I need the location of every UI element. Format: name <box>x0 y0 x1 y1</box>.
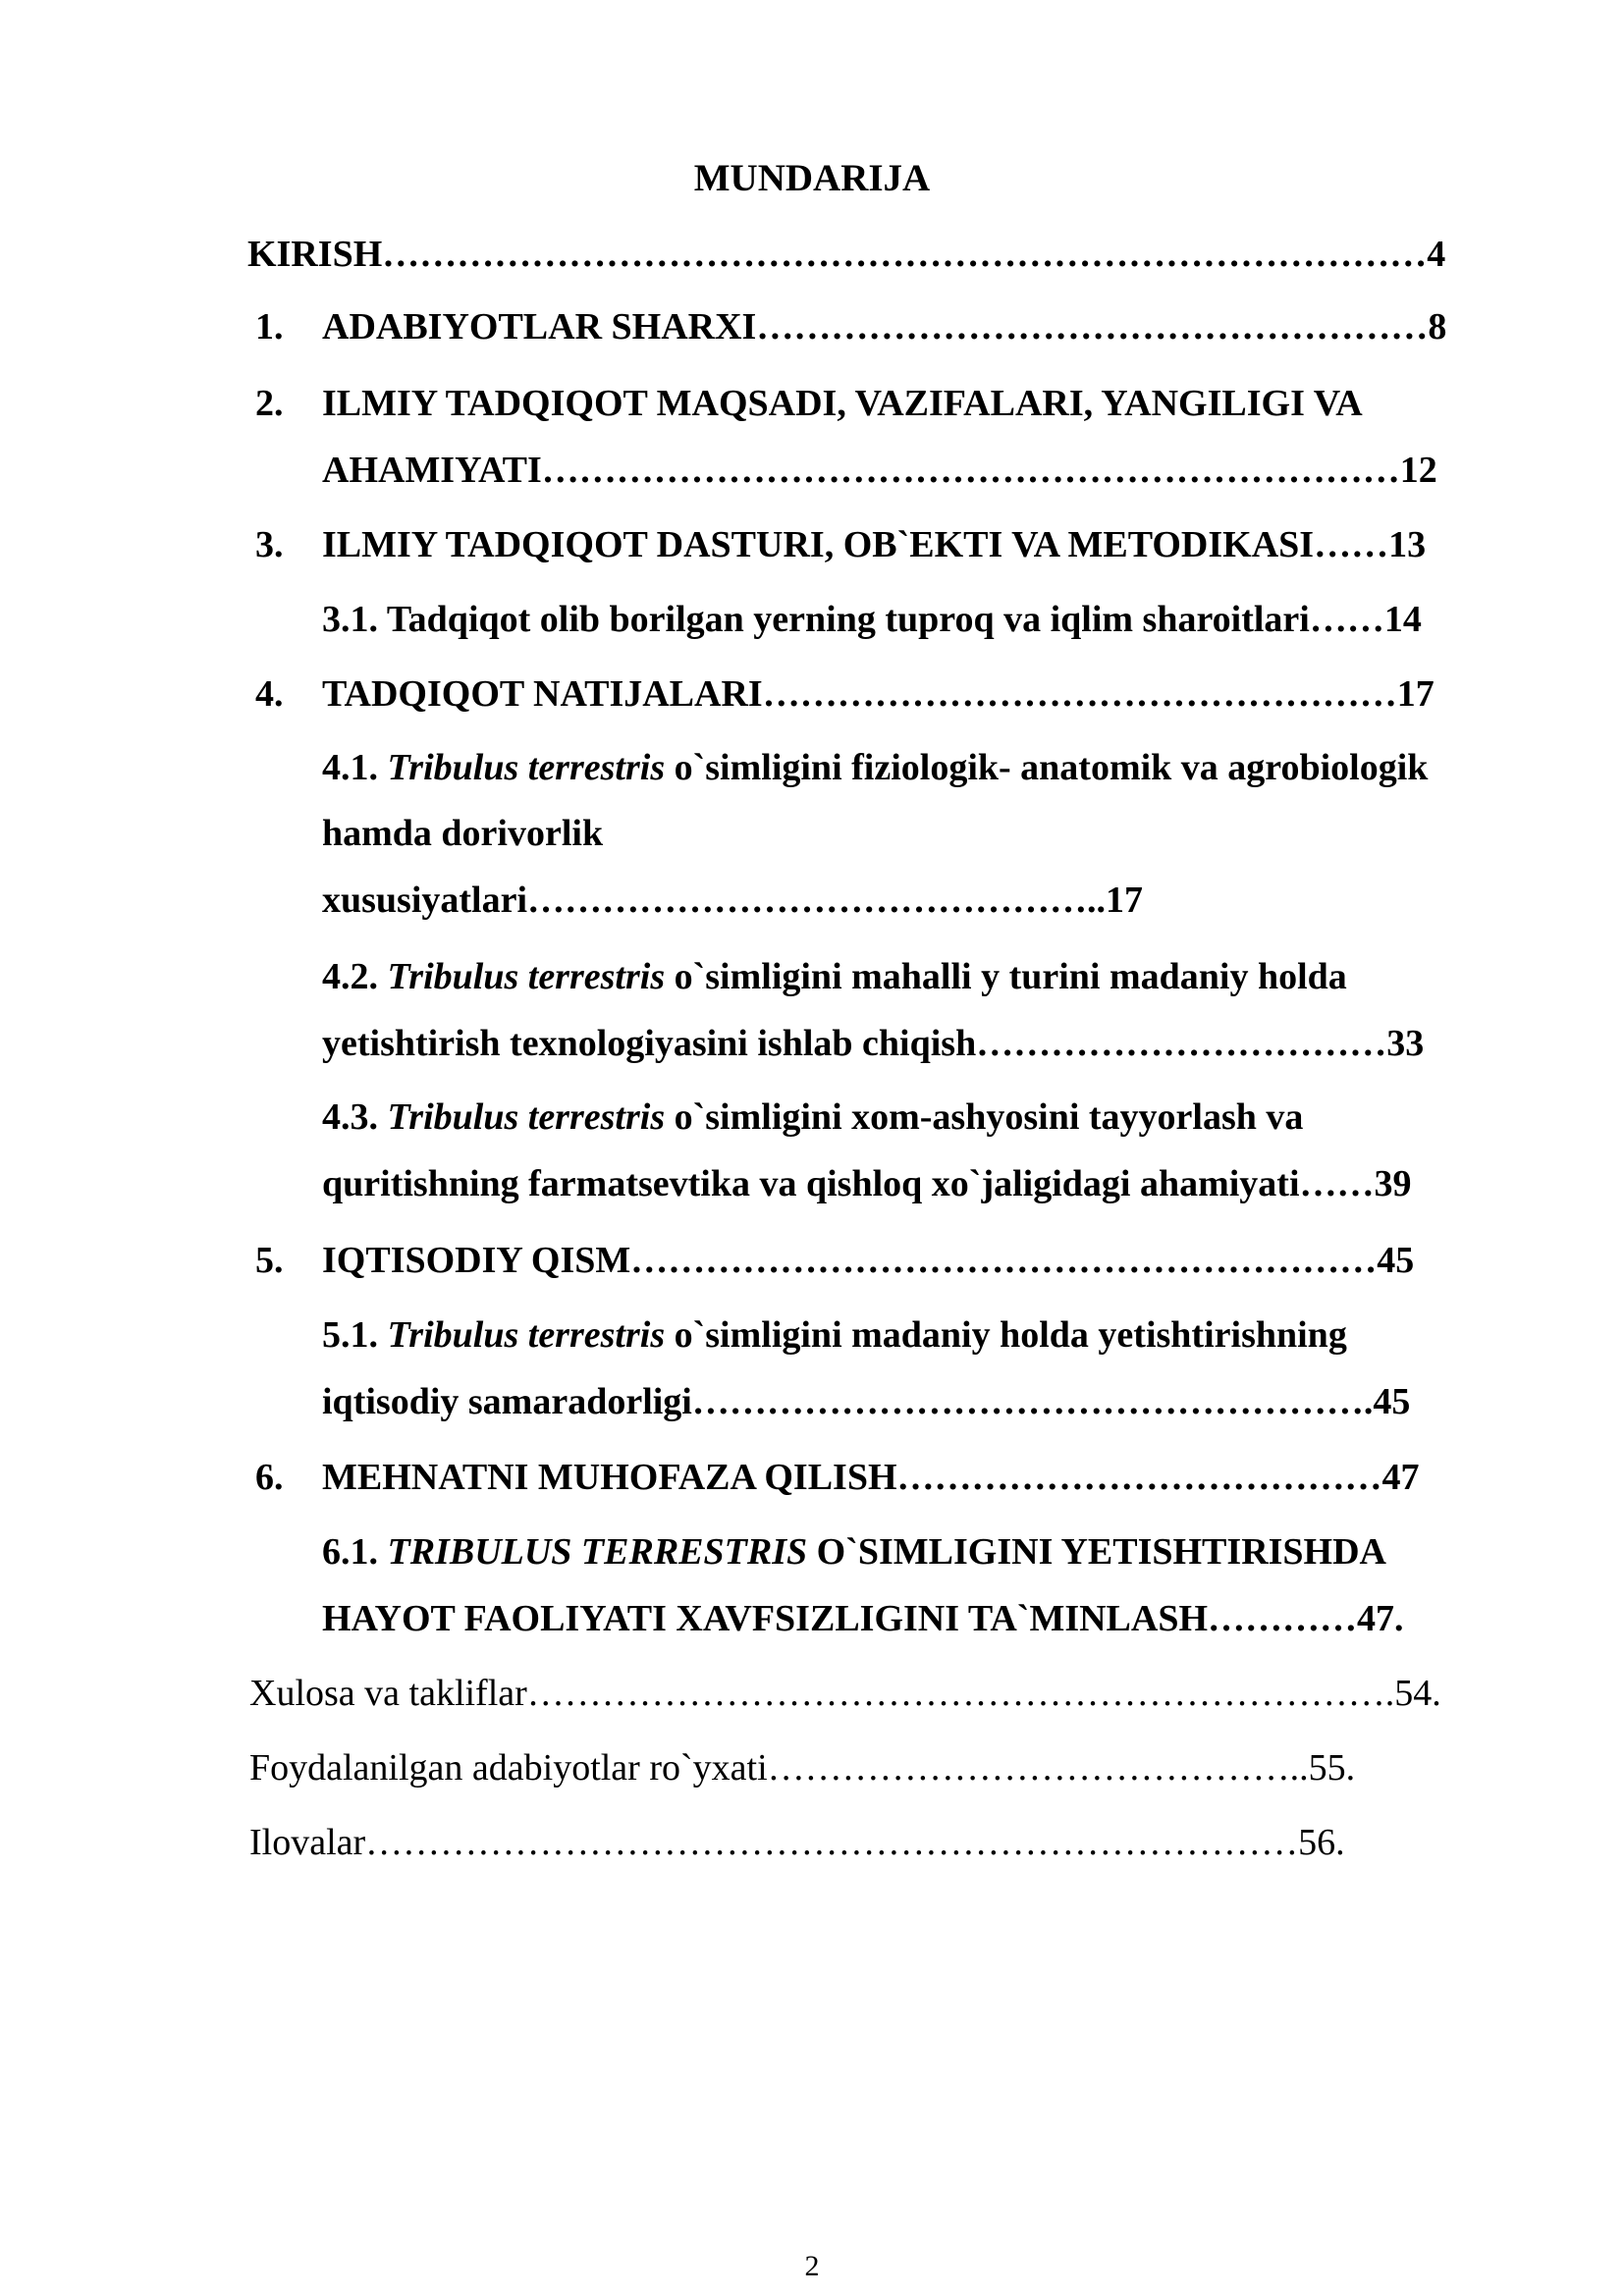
toc-title: MUNDARIJA <box>693 157 931 199</box>
toc-entry-4-1-species: Tribulus terrestris <box>387 747 666 788</box>
toc-entry-6-1-line2: HAYOT FAOLIYATI XAVFSIZLIGINI TA`MINLASH…………47. <box>322 1598 1404 1639</box>
toc-entry-ilovalar: Ilovalar…………………………………………………………………56. <box>249 1822 1345 1863</box>
toc-number-5: 5. <box>255 1240 284 1281</box>
toc-entry-kirish: KIRISH…………………………………………………………………………4 <box>247 234 1446 275</box>
toc-entry-2-line1: ILMIY TADQIQOT MAQSADI, VAZIFALARI, YANGILIGI VA <box>322 383 1363 424</box>
toc-entry-4-2-line2: yetishtirish texnologiyasini ishlab chiqish……………………………33 <box>322 1023 1425 1064</box>
toc-entry-3-1: 3.1. Tadqiqot olib borilgan yerning tuproq va iqlim sharoitlari……14 <box>322 599 1422 640</box>
toc-entry-4-1-line2: hamda dorivorlik <box>322 813 604 854</box>
toc-number-4: 4. <box>255 673 284 715</box>
toc-number-1: 1. <box>255 306 284 347</box>
toc-entry-5-1-rest: o`simligini madaniy holda yetishtirishning <box>665 1314 1347 1356</box>
toc-entry-6: MEHNATNI MUHOFAZA QILISH…………………………………47 <box>322 1457 1420 1498</box>
toc-entry-5-1-prefix: 5.1. <box>322 1314 388 1356</box>
toc-entry-5: IQTISODIY QISM……………………………………………………45 <box>322 1240 1415 1281</box>
toc-entry-4-1-rest: o`simligini fiziologik- anatomik va agrobiologik <box>665 747 1429 788</box>
toc-entry-5-1-line2: iqtisodiy samaradorligi……………………………………………….45 <box>322 1381 1411 1422</box>
toc-entry-4-1-prefix: 4.1. <box>322 747 388 788</box>
toc-entry-6-1-line1 <box>322 1530 1386 1574</box>
toc-entry-xulosa: Xulosa va takliflar…………………………………………………………….54. <box>249 1673 1441 1714</box>
toc-entry-5-1-species: Tribulus terrestris <box>387 1314 666 1356</box>
toc-entry-4-2-species: Tribulus terrestris <box>387 956 666 997</box>
toc-entry-4-2-line1 <box>322 955 1347 998</box>
toc-entry-4-3-prefix: 4.3. <box>322 1096 388 1138</box>
toc-entry-foydalanilgan-adabiyotlar: Foydalanilgan adabiyotlar ro`yxati……………………………………..55. <box>249 1747 1356 1789</box>
toc-entry-4-3-rest: o`simligini xom-ashyosini tayyorlash va <box>665 1096 1304 1138</box>
toc-entry-4-3-line2: quritishning farmatsevtika va qishloq xo`jaligidagi ahamiyati……39 <box>322 1163 1412 1204</box>
toc-entry-6-1-rest: O`SIMLIGINI YETISHTIRISHDA <box>807 1531 1386 1573</box>
toc-number-3: 3. <box>255 524 284 565</box>
toc-entry-4-2-prefix: 4.2. <box>322 956 388 997</box>
toc-entry-4: TADQIQOT NATIJALARI……………………………………………17 <box>322 673 1435 715</box>
page-number: 2 <box>804 2250 820 2282</box>
toc-entry-6-1-prefix: 6.1. <box>322 1531 388 1573</box>
toc-entry-3: ILMIY TADQIQOT DASTURI, OB`EKTI VA METODIKASI……13 <box>322 524 1427 565</box>
toc-number-2: 2. <box>255 383 284 424</box>
toc-number-6: 6. <box>255 1457 284 1498</box>
toc-entry-4-1-line1 <box>322 746 1428 789</box>
toc-entry-4-3-line1 <box>322 1095 1303 1139</box>
toc-entry-2-line2: AHAMIYATI……………………………………………………………12 <box>322 450 1437 491</box>
toc-entry-4-3-species: Tribulus terrestris <box>387 1096 666 1138</box>
toc-entry-4-1-line3: xususiyatlari………………………………………..17 <box>322 880 1144 921</box>
toc-entry-1: ADABIYOTLAR SHARXI………………………………………………8 <box>322 306 1447 347</box>
toc-entry-6-1-species: TRIBULUS TERRESTRIS <box>387 1531 808 1573</box>
toc-entry-5-1-line1 <box>322 1313 1347 1357</box>
toc-entry-4-2-rest: o`simligini mahalli y turini madaniy holda <box>665 956 1347 997</box>
